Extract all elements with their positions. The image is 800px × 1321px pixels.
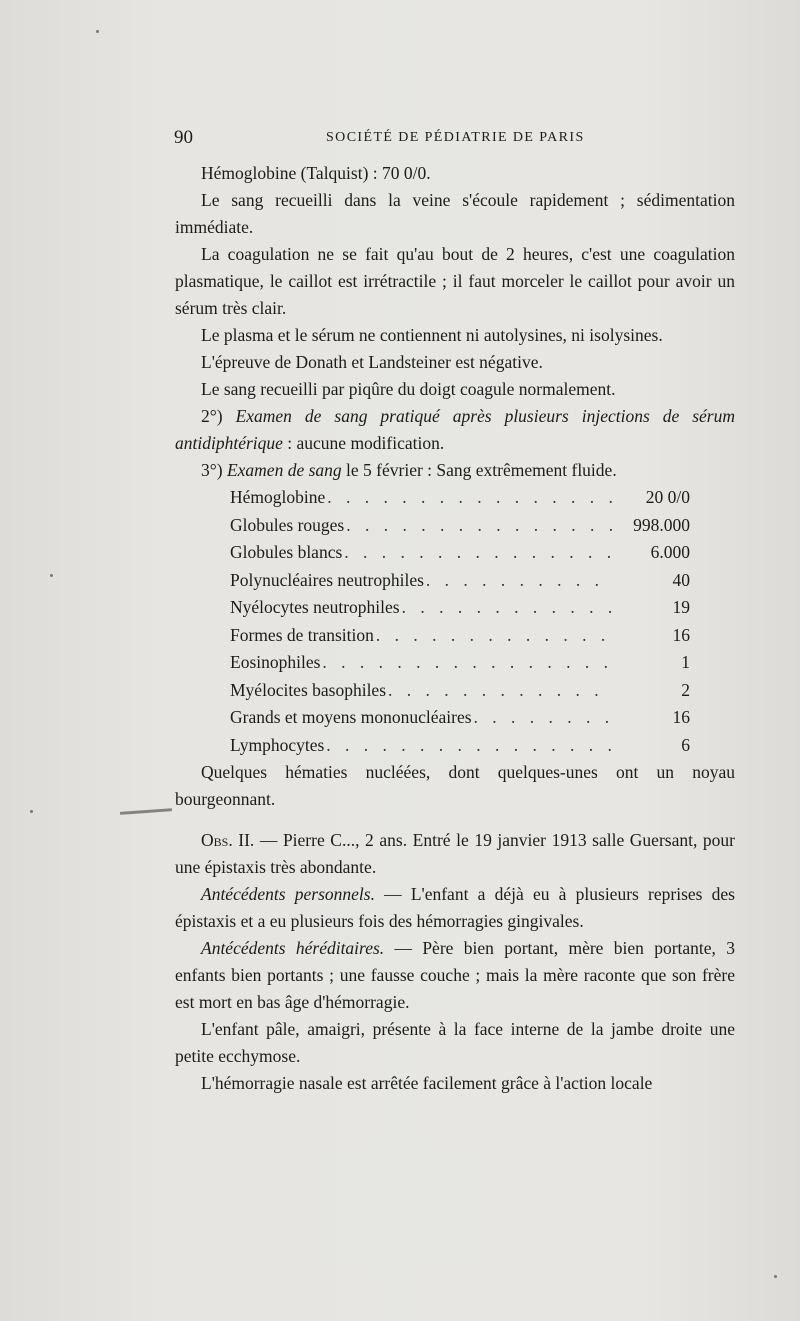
dot-leader: [344, 539, 612, 566]
blood-table-row: [230, 622, 690, 650]
dot-leader: [388, 677, 612, 704]
scan-speck: [774, 1275, 777, 1278]
row-value: 6: [681, 734, 690, 755]
dot-leader: [474, 704, 612, 731]
exam-title: Examen de sang: [226, 460, 342, 480]
paragraph-antecedents-personnels: [175, 881, 735, 935]
section-text: — Père bien portant, mère bien portante, 3 enfants bien portants ; une fausse couche ; mais la mère raconte que son frère est mort en bas âge d'hémorragie.: [175, 938, 736, 1012]
row-label: Nyélocytes neutrophiles: [230, 597, 400, 617]
running-head: SOCIÉTÉ DE PÉDIATRIE DE PARIS: [326, 130, 585, 145]
exam-result: le 5 février : Sang extrêmement fluide.: [341, 460, 617, 480]
row-label: Polynucléaires neutrophiles: [230, 569, 424, 590]
paragraph-obs: [175, 827, 735, 881]
page-header: [174, 127, 734, 153]
exam-title: Examen de sang pratiqué après plusieurs injections de sérum antidiphtérique: [175, 406, 736, 453]
exam-number: 3°): [201, 460, 223, 480]
paragraph: Le plasma et le sérum ne contiennent ni autolysines, ni isolysines.: [201, 325, 663, 345]
paragraph-antecedents-hereditaires: [175, 935, 735, 1016]
scan-speck: [96, 30, 99, 33]
section-label: Antécédents héréditaires.: [201, 938, 385, 958]
row-label: Hémoglobine: [230, 487, 326, 507]
blood-table-row: [230, 512, 690, 540]
row-value: 19: [672, 597, 690, 617]
row-label: Eosinophiles: [230, 652, 321, 672]
blood-table-row: [230, 484, 690, 512]
body-text: [175, 160, 735, 1097]
row-value: 998.000: [633, 514, 690, 535]
exam-result: : aucune modification.: [282, 433, 445, 453]
dot-leader: [322, 649, 612, 676]
blood-count-table: [230, 484, 690, 759]
paragraph: Le sang recueilli dans la veine s'écoule rapidement ; sédimentation immédiate.: [175, 190, 735, 237]
row-label: Lymphocytes: [230, 734, 325, 755]
obs-heading: Obs. II.: [201, 830, 255, 850]
blood-table-row: [230, 704, 690, 732]
row-value: 16: [672, 707, 690, 727]
paragraph: L'épreuve de Donath et Landsteiner est négative.: [201, 352, 543, 372]
blood-table-row: [230, 539, 690, 567]
row-label: Globules rouges: [230, 514, 345, 535]
dot-leader: [376, 622, 612, 649]
row-label: Formes de transition: [230, 624, 374, 645]
row-value: 16: [672, 624, 690, 645]
page-number: 90: [174, 127, 193, 148]
row-value: 1: [681, 652, 690, 672]
row-label: Myélocites basophiles: [230, 679, 387, 700]
paragraph-exam-2: [175, 403, 735, 457]
dot-leader: [426, 567, 612, 594]
blood-table-row: [230, 594, 690, 622]
row-value: 6.000: [650, 542, 690, 562]
paragraph: Le sang recueilli par piqûre du doigt coagule normalement.: [201, 379, 616, 399]
dot-leader: [326, 732, 612, 759]
exam-number: 2°): [201, 406, 223, 426]
paragraph: L'enfant pâle, amaigri, présente à la face interne de la jambe droite une petite ecchymose.: [175, 1019, 735, 1066]
paragraph: L'hémorragie nasale est arrêtée facilement grâce à l'action locale: [201, 1073, 653, 1093]
scan-speck: [30, 810, 33, 813]
row-label: Grands et moyens mononucléaires: [230, 707, 472, 727]
paragraph: Hémoglobine (Talquist) : 70 0/0.: [201, 163, 431, 183]
blood-table-row: [230, 677, 690, 705]
paragraph-exam-3: [175, 457, 735, 484]
paragraph: La coagulation ne se fait qu'au bout de 2 heures, c'est une coagulation plasmatique, le caillot est irrétractile ; il faut morceler le caillot pour avoir un sérum très clair.: [175, 244, 735, 318]
blood-table-row: [230, 732, 690, 760]
row-value: 40: [672, 569, 690, 590]
section-label: Antécédents personnels.: [201, 884, 375, 904]
row-value: 2: [681, 679, 690, 700]
obs-text: — Pierre C..., 2 ans. Entré le 19 janvier 1913 salle Guersant, pour une épistaxis très abondante.: [175, 830, 735, 877]
dot-leader: [327, 484, 612, 511]
row-value: 20 0/0: [645, 487, 690, 507]
pencil-mark: [120, 808, 172, 815]
dot-leader: [346, 512, 612, 539]
blood-table-row: [230, 567, 690, 595]
scan-speck: [50, 574, 53, 577]
row-label: Globules blancs: [230, 542, 343, 562]
dot-leader: [402, 594, 612, 621]
section-text: — L'enfant a déjà eu à plusieurs reprises des épistaxis et a eu plusieurs fois des hémorragies gingivales.: [175, 884, 735, 931]
paragraph: Quelques hématies nucléées, dont quelques-unes ont un noyau bourgeonnant.: [175, 762, 735, 809]
blood-table-row: [230, 649, 690, 677]
